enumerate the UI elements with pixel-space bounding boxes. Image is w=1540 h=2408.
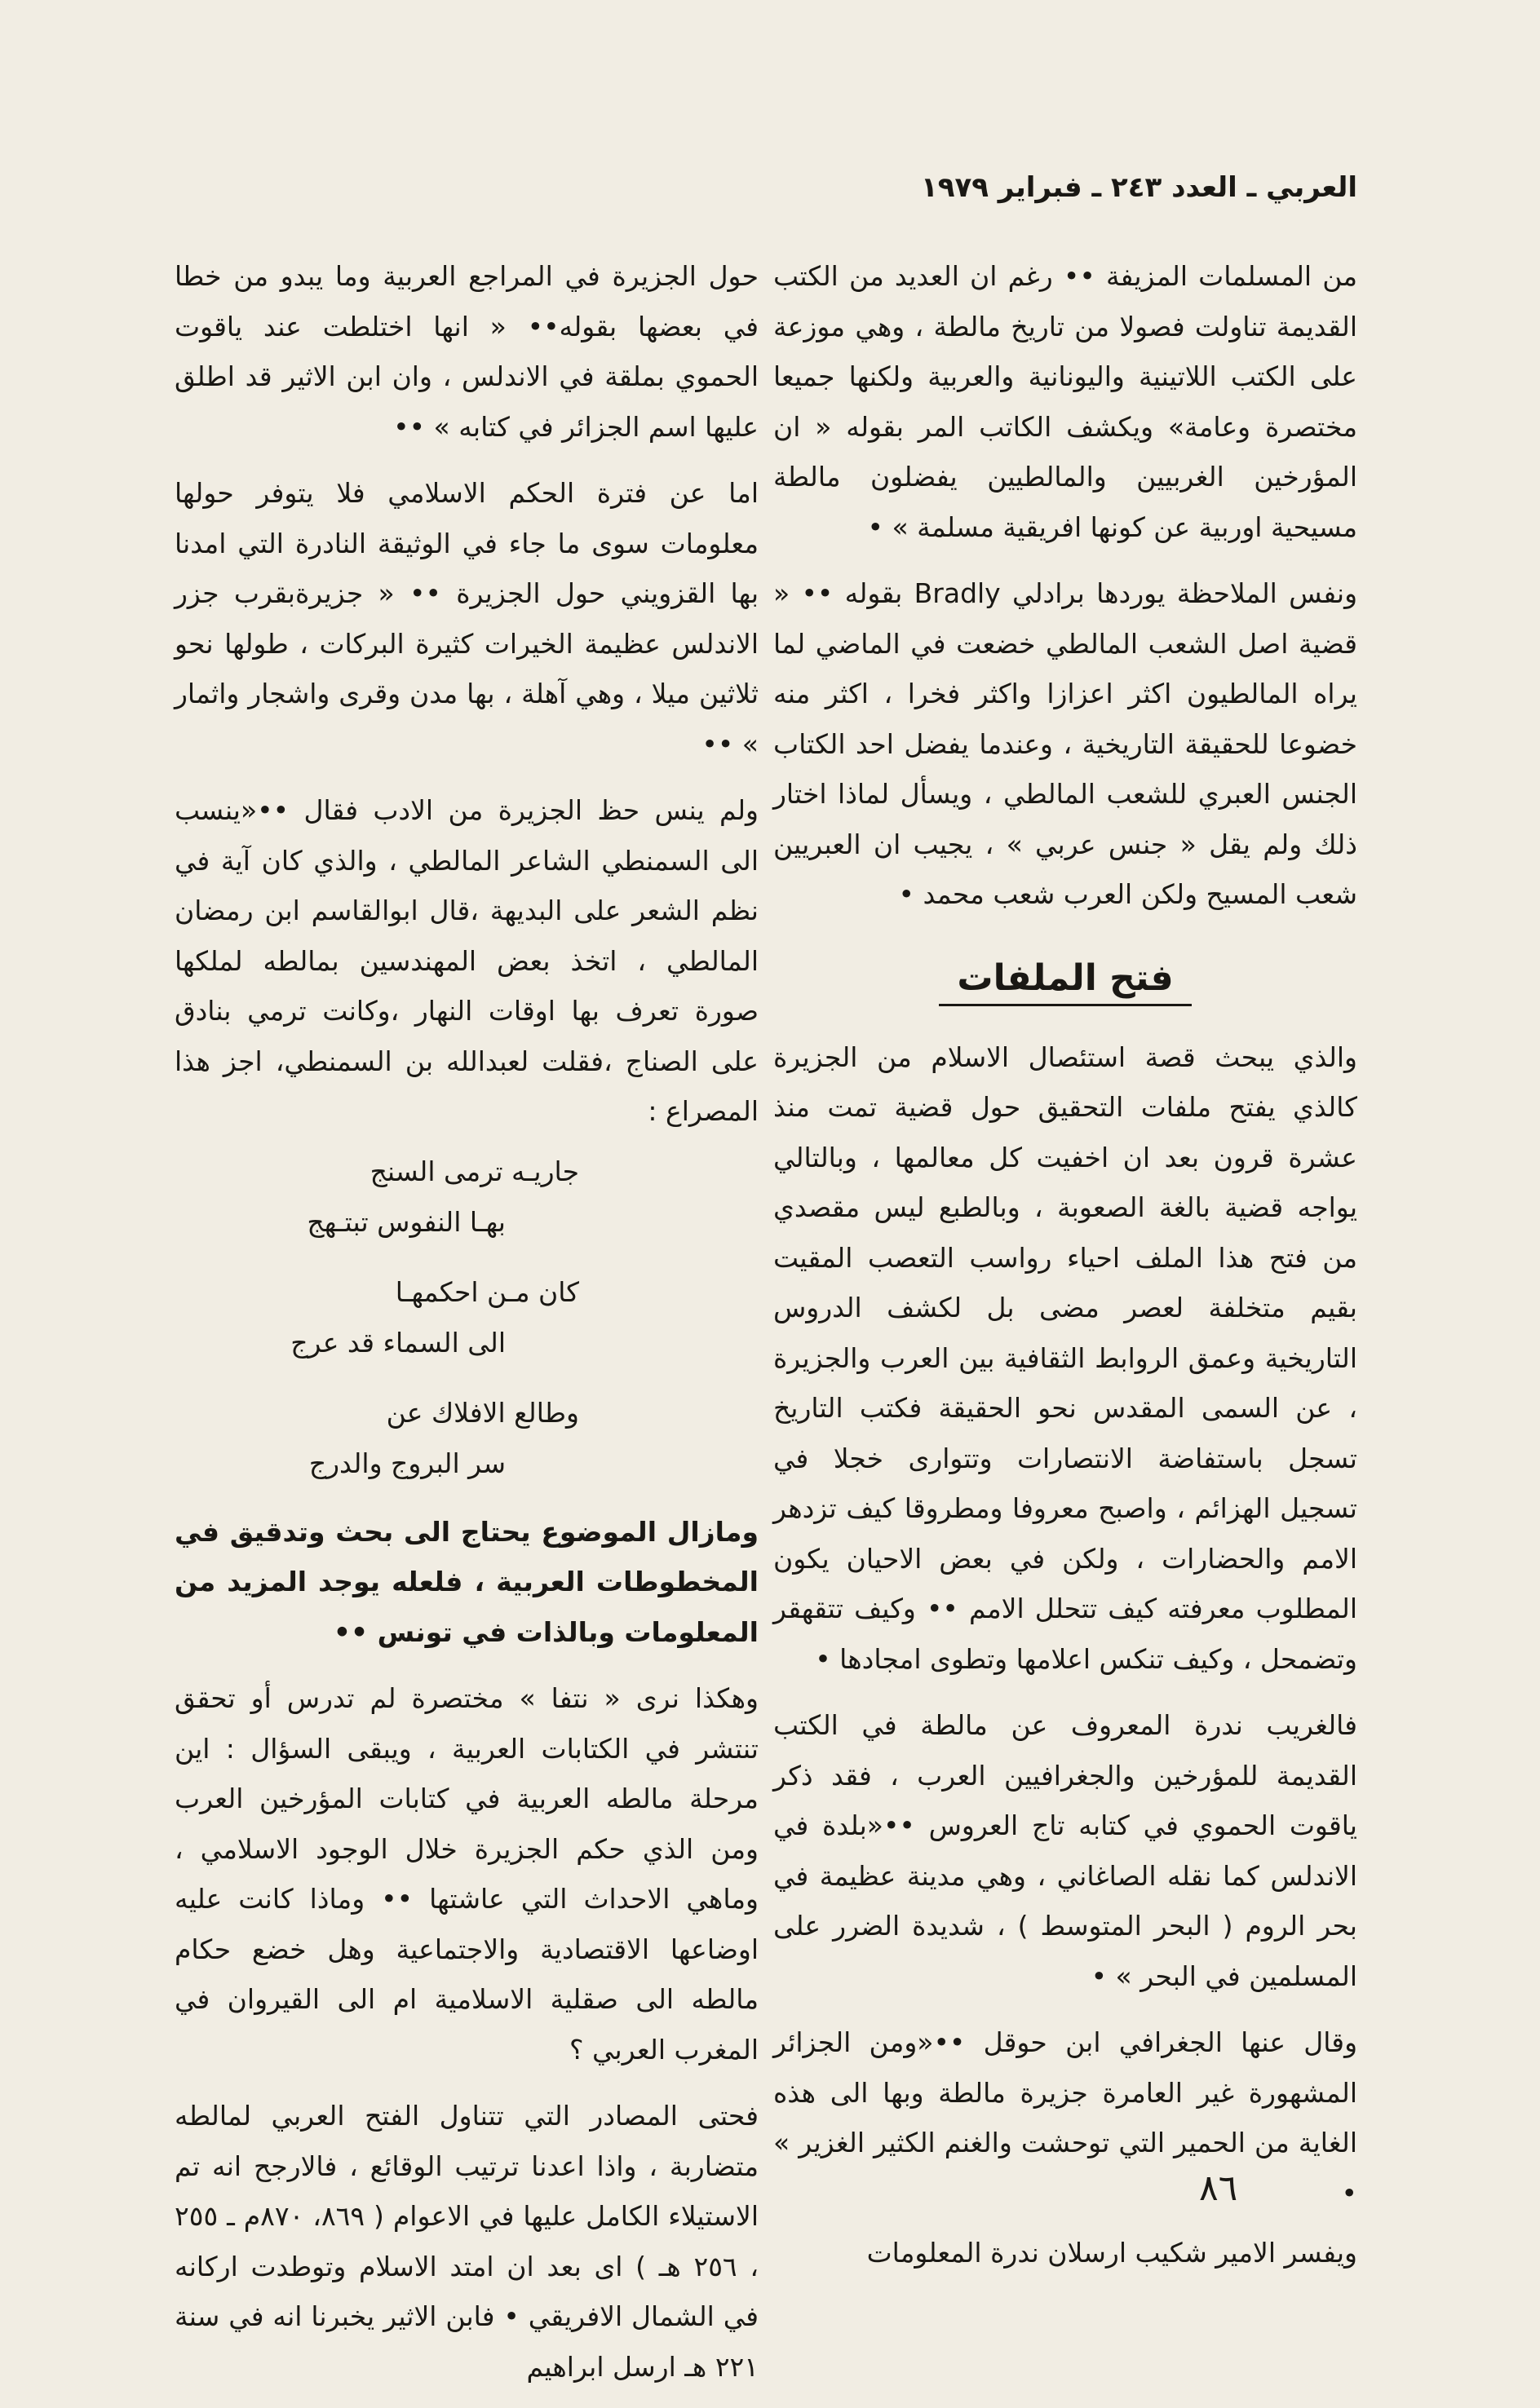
poem-line: بهـا النفوس تبتـهج — [307, 1205, 506, 1238]
right-column — [773, 251, 1357, 2295]
paragraph: ويفسر الامير شكيب ارسلان ندرة المعلومات — [866, 2237, 1357, 2269]
paragraph: والذي يبحث قصة استئصال الاسلام من الجزيرة كالذي يفتح ملفات التحقيق حول قضية تمت منذ عشرة قرون بعد ان اخفيت كل معالمها ، وبالتالي يواجه قضية بالغة الصعوبة ، وبالطبع ليس مقصدي من فتح هذا الملف احياء رواسب التعصب المقيت بقيم متخلفة لعصر مضى بل لكشف الدروس التاريخية وعمق الروابط الثقافية بين العرب والجزيرة ، عن السمى المقدس نحو الحقيقة فكتب التاريخ تسجل باستفاضة الانتصارات وتتوارى خجلا في تسجيل الهزائم ، واصبح معروفا ومطروقا كيف تزدهر الامم والحضارات ، ولكن في بعض الاحيان يكون المطلوب معرفته كيف تتحلل الامم •• وكيف تتقهقر وتضمحل ، وكيف تنكس اعلامها وتطوى امجادها • — [773, 1041, 1357, 1675]
page-number: ٨٦ — [1199, 2167, 1238, 2209]
running-header: العربي ـ العدد ٢٤٣ ـ فبراير ١٩٧٩ — [920, 171, 1357, 204]
poem-line: الى السماء قد عرج — [290, 1326, 506, 1359]
paragraph: حول الجزيرة في المراجع العربية وما يبدو من خطا في بعضها بقوله•• « انها اختلطت عند ياقوت الحموي بملقة في الاندلس ، وان ابن الاثير قد اطلق عليها اسم الجزائر في كتابه » •• — [175, 260, 759, 443]
paragraph: ونفس الملاحظة يوردها برادلي Bradly بقوله •• « قضية اصل الشعب المالطي خضعت في الماضي لما يراه المالطيون اكثر اعزازا واكثر فخرا ، اكثر منه خضوعا للحقيقة التاريخية ، وعندما يفضل احد الكتاب الجنس العبري للشعب المالطي ، ويسأل لماذا اختار ذلك ولم يقل « جنس عربي » ، يجيب ان العبريين شعب المسيح ولكن العرب شعب محمد • — [773, 577, 1358, 910]
paragraph: اما عن فترة الحكم الاسلامي فلا يتوفر حولها معلومات سوى ما جاء في الوثيقة النادرة التي امدنا بها القزويني حول الجزيرة •• « جزيرةبقرب جزر الاندلس عظيمة الخيرات كثيرة البركات ، طولها نحو ثلاثين ميلا ، وهي آهلة ، بها مدن وقرى واشجار واثمار » •• — [175, 477, 759, 760]
paragraph: وقال عنها الجغرافي ابن حوقل ••«ومن الجزائر المشهورة غير العامرة جزيرة مالطة وبها الى هذه الغاية من الحمير التي توحشت والغنم الكثير الغزير » • — [773, 2026, 1357, 2209]
poem-line: سر البروج والدرج — [308, 1447, 506, 1479]
paragraph: فحتى المصادر التي تتناول الفتح العربي لمالطه متضاربة ، واذا اعدنا ترتيب الوقائع ، فالارجح انه تم الاستيلاء الكامل عليها في الاعوام ( ٨٦٩، ٨٧٠م ـ ٢٥٥ ، ٢٥٦ هـ ) اى بعد ان امتد الاسلام وتوطدت اركانه في الشمال الافريقي • فابن الاثير يخبرنا انه في سنة ٢٢١ هـ ارسل ابراهيم — [175, 2100, 759, 2383]
section-heading-text: فتح الملفات — [939, 957, 1191, 1006]
poem — [175, 1147, 759, 1489]
paragraph: ومازال الموضوع يحتاج الى بحث وتدقيق في المخطوطات العربية ، فلعله يوجد المزيد من المعلومات وبالذات في تونس •• — [175, 1515, 759, 1648]
left-column — [175, 251, 759, 2408]
paragraph: من المسلمات المزيفة •• رغم ان العديد من الكتب القديمة تناولت فصولا من تاريخ مالطة ، وهي موزعة على الكتب اللاتينية واليونانية والعربية ولكنها جميعا مختصرة وعامة» ويكشف الكاتب المر بقوله « ان المؤرخين الغربيين والمالطيين يفضلون مالطة مسيحية اوربية عن كونها افريقية مسلمة » • — [773, 260, 1357, 543]
section-heading — [773, 952, 1357, 1005]
poem-line: وطالع الافلاك عن — [386, 1396, 579, 1429]
paragraph: ولم ينس حظ الجزيرة من الادب فقال ••«ينسب الى السمنطي الشاعر المالطي ، والذي كان آية في نظم الشعر على البديهة ،قال ابوالقاسم ابن رمضان المالطي ، اتخذ بعض المهندسين بمالطه لملكها صورة تعرف بها اوقات النهار ،وكانت ترمي بنادق على الصناج ،فقلت لعبدالله بن السمنطي، اجز هذا المصراع : — [175, 794, 759, 1127]
paragraph: وهكذا نرى « نتفا » مختصرة لم تدرس أو تحقق تنتشر في الكتابات العربية ، ويبقى السؤال : اين مرحلة مالطه العربية في كتابات المؤرخين العرب ومن الذي حكم الجزيرة خلال الوجود الاسلامي ، وماهي الاحداث التي عاشتها •• وماذا كانت عليه اوضاعها الاقتصادية والاجتماعية وهل خضع حكام مالطه الى صقلية الاسلامية ام الى القيروان في المغرب العربي ؟ — [175, 1682, 759, 2066]
poem-line: جاريـه ترمى السنج — [370, 1155, 579, 1187]
paragraph: فالغريب ندرة المعروف عن مالطة في الكتب القديمة للمؤرخين والجغرافيين العرب ، فقد ذكر ياقوت الحموي في كتابه تاج العروس ••«بلدة في الاندلس كما نقله الصاغاني ، وهي مدينة عظيمة في بحر الروم ( البحر المتوسط ) ، شديدة الضرر على المسلمين في البحر » • — [773, 1709, 1357, 1992]
poem-line: كان مـن احكمهـا — [395, 1275, 579, 1308]
